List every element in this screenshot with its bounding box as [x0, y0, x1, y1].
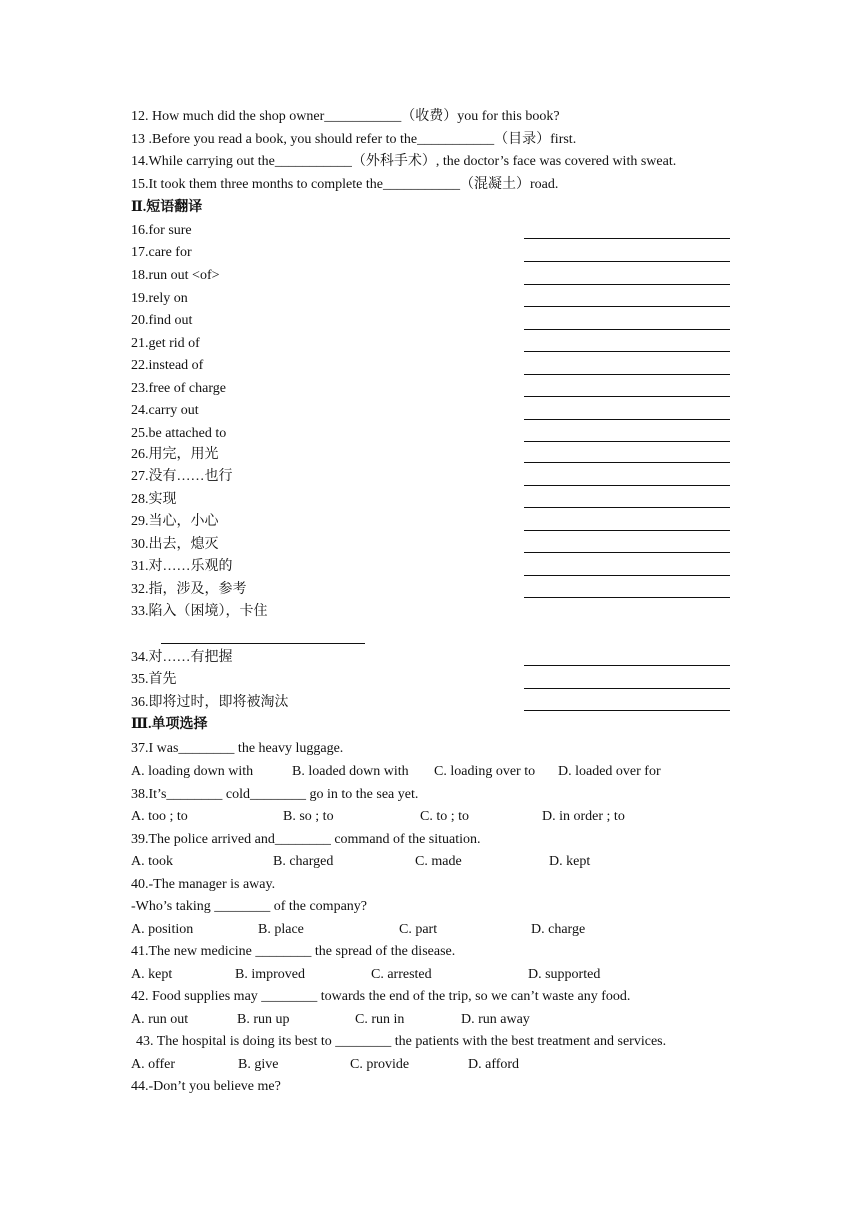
- answer-line[interactable]: [524, 462, 730, 463]
- question-text: 13 .Before you read a book, you should refer to the: [131, 132, 418, 147]
- answer-blank[interactable]: ___________: [274, 154, 352, 169]
- phrase-26: 26.用完，用光: [131, 447, 219, 462]
- question-13: [131, 131, 576, 149]
- question-44: 44.-Don’t you believe me?: [131, 1079, 281, 1094]
- answer-blank[interactable]: ___________: [417, 132, 495, 147]
- answer-line[interactable]: [524, 552, 730, 553]
- answer-line[interactable]: [524, 329, 730, 330]
- answer-line[interactable]: [524, 351, 730, 352]
- section-2-heading: Ⅱ.短语翻译: [131, 200, 203, 215]
- phrase-32: 32.指，涉及，参考: [131, 582, 247, 597]
- phrase-19: 19.rely on: [131, 291, 188, 306]
- question-40-reply: -Who’s taking ________ of the company?: [131, 899, 368, 914]
- answer-line[interactable]: [161, 643, 365, 644]
- question-40: 40.-The manager is away.: [131, 877, 276, 892]
- option-d[interactable]: D. charge: [531, 922, 586, 937]
- option-c[interactable]: C. to ; to: [420, 809, 470, 824]
- question-15: [131, 176, 558, 194]
- question-37: 37.I was________ the heavy luggage.: [131, 741, 344, 756]
- question-text-end: you for this book?: [457, 109, 560, 124]
- phrase-21: 21.get rid of: [131, 336, 200, 351]
- question-41: 41.The new medicine ________ the spread of the disease.: [131, 944, 456, 959]
- phrase-20: 20.find out: [131, 313, 193, 328]
- option-a[interactable]: A. offer: [131, 1057, 176, 1072]
- option-b[interactable]: B. place: [258, 922, 304, 937]
- phrase-29: 29.当心，小心: [131, 514, 219, 529]
- option-c[interactable]: C. made: [415, 854, 462, 869]
- question-42: 42. Food supplies may ________ towards the end of the trip, so we can’t waste any food.: [131, 989, 631, 1004]
- question-38: 38.It’s________ cold________ go in to the sea yet.: [131, 787, 419, 802]
- phrase-23: 23.free of charge: [131, 381, 226, 396]
- hint-text: （混凝土）: [459, 177, 530, 192]
- answer-line[interactable]: [524, 575, 730, 576]
- answer-line[interactable]: [524, 419, 730, 420]
- option-c[interactable]: C. part: [399, 922, 438, 937]
- option-c[interactable]: C. provide: [350, 1057, 410, 1072]
- option-c[interactable]: C. run in: [355, 1012, 405, 1027]
- answer-line[interactable]: [524, 306, 730, 307]
- option-a[interactable]: A. loading down with: [131, 764, 254, 779]
- question-text-end: road.: [529, 177, 559, 192]
- answer-line[interactable]: [524, 507, 730, 508]
- hint-text: （收费）: [401, 109, 458, 124]
- section-3-heading: Ⅲ.单项选择: [131, 717, 208, 732]
- option-a[interactable]: A. kept: [131, 967, 173, 982]
- phrase-18: 18.run out <of>: [131, 268, 220, 283]
- answer-line[interactable]: [524, 530, 730, 531]
- option-d[interactable]: D. loaded over for: [558, 764, 661, 779]
- option-a[interactable]: A. run out: [131, 1012, 189, 1027]
- answer-line[interactable]: [524, 396, 730, 397]
- question-text: 15.It took them three months to complete the: [131, 177, 383, 192]
- answer-line[interactable]: [524, 374, 730, 375]
- option-d[interactable]: D. kept: [549, 854, 591, 869]
- answer-blank[interactable]: ___________: [324, 109, 402, 124]
- question-12: [131, 108, 560, 126]
- question-39: 39.The police arrived and________ command of the situation.: [131, 832, 481, 847]
- answer-blank[interactable]: ___________: [382, 177, 460, 192]
- question-text: 14.While carrying out the: [131, 154, 275, 169]
- option-b[interactable]: B. charged: [273, 854, 334, 869]
- option-b[interactable]: B. run up: [237, 1012, 290, 1027]
- phrase-30: 30.出去，熄灭: [131, 537, 219, 552]
- phrase-16: 16.for sure: [131, 223, 192, 238]
- option-c[interactable]: C. loading over to: [434, 764, 536, 779]
- answer-line[interactable]: [524, 238, 730, 239]
- option-b[interactable]: B. improved: [235, 967, 305, 982]
- phrase-27: 27.没有……也行: [131, 469, 233, 484]
- question-14: [131, 153, 676, 171]
- phrase-33: 33.陷入（困境），卡住: [131, 604, 268, 619]
- option-b[interactable]: B. so ; to: [283, 809, 334, 824]
- phrase-31: 31.对……乐观的: [131, 559, 233, 574]
- option-a[interactable]: A. position: [131, 922, 194, 937]
- question-43: 43. The hospital is doing its best to ________ the patients with the best treatment and services.: [136, 1034, 667, 1049]
- option-a[interactable]: A. too ; to: [131, 809, 188, 824]
- answer-line[interactable]: [524, 688, 730, 689]
- question-text-end: , the doctor’s face was covered with sweat.: [435, 154, 677, 169]
- phrase-35: 35.首先: [131, 672, 177, 687]
- answer-line[interactable]: [524, 597, 730, 598]
- option-c[interactable]: C. arrested: [371, 967, 432, 982]
- hint-text: （目录）: [494, 132, 551, 147]
- option-d[interactable]: D. afford: [468, 1057, 520, 1072]
- answer-line[interactable]: [524, 665, 730, 666]
- phrase-24: 24.carry out: [131, 403, 199, 418]
- phrase-25: 25.be attached to: [131, 426, 227, 441]
- phrase-28: 28.实现: [131, 492, 177, 507]
- hint-text: （外科手术）: [351, 154, 436, 169]
- answer-line[interactable]: [524, 441, 730, 442]
- answer-line[interactable]: [524, 261, 730, 262]
- question-text: 12. How much did the shop owner: [131, 109, 325, 124]
- answer-line[interactable]: [524, 485, 730, 486]
- phrase-22: 22.instead of: [131, 358, 204, 373]
- option-b[interactable]: B. loaded down with: [292, 764, 409, 779]
- answer-line[interactable]: [524, 284, 730, 285]
- answer-line[interactable]: [524, 710, 730, 711]
- option-d[interactable]: D. run away: [461, 1012, 530, 1027]
- phrase-17: 17.care for: [131, 245, 192, 260]
- option-d[interactable]: D. in order ; to: [542, 809, 625, 824]
- option-a[interactable]: A. took: [131, 854, 173, 869]
- phrase-36: 36.即将过时，即将被淘汰: [131, 695, 289, 710]
- option-b[interactable]: B. give: [238, 1057, 279, 1072]
- option-d[interactable]: D. supported: [528, 967, 601, 982]
- question-text-end: first.: [550, 132, 577, 147]
- phrase-34: 34.对……有把握: [131, 650, 233, 665]
